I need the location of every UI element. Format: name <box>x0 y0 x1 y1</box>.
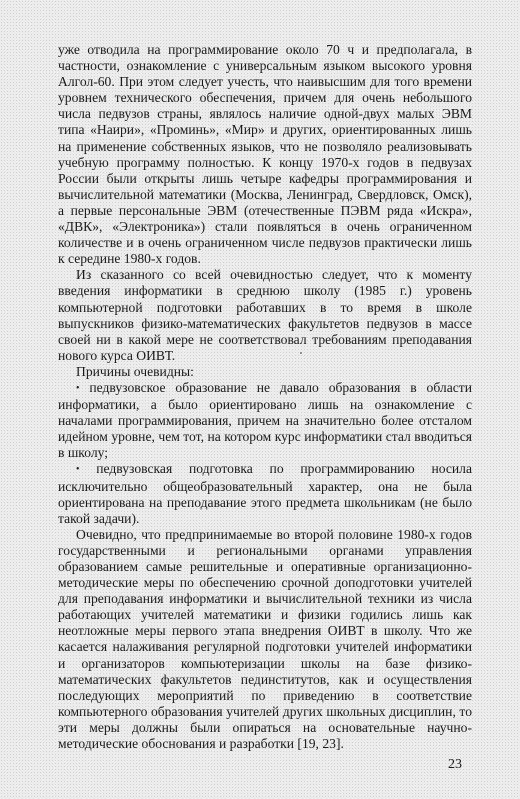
page-body <box>58 42 472 752</box>
bullet-text-1: педвузовское образование не давало образования в области информатики, а было ориентировано лишь на ознакомление с началами программирования, причем на значительно более отсталом идейном уровне, чем тот, на котором курс информатики стал вводиться в школу; <box>58 379 473 461</box>
paragraph-4: Очевидно, что предпринимаемые во второй половине 1980-х годов государственными и региональными органами управления образованием самые решительные и оперативные организационно-методические меры по обеспечению срочной доподготовки учителей для преподавания информатики и вычислительной техники из числа работающих учителей математики и физики годились лишь как неотложные меры первого этапа внедрения ОИВТ в школу. Что же касается налаживания регулярной подготовки учителей информатики и организаторов компьютеризации школы на базе физико-математических факультетов пединститутов, как и осуществления последующих мероприятий по приведению в соответствие компьютерного образования учителей других школьных дисциплин, то эти меры должны были опираться на основательные научно-методические обоснования и разработки [19, 23]. <box>58 526 472 752</box>
bullet-item-1 <box>58 380 472 461</box>
bullet-item-2 <box>58 461 472 526</box>
page-number: 23 <box>448 757 462 772</box>
paragraph-1: уже отводила на программирование около 70 ч и предполагала, в частности, ознакомление с универсальным языком высокого уровня Алгол-60. При этом следует учесть, что наивысшим для того времени уровнем технического обеспечения, причем для очень небольшого числа педвузов страны, являлось наличие одной-двух малых ЭВМ типа «Наири», «Проминь», «Мир» и других, ориентированных лишь на применение собственных языков, что не позволяло реализовывать учебную программу полностью. К концу 1970-х годов в педвузах России были открыты лишь четыре кафедры программирования и вычислительной математики (Москва, Ленинград, Свердловск, Омск), а первые персональные ЭВМ (отечественные ПЭВМ ряда «Искра», «ДВК», «Электроника») стали появляться в очень ограниченном количестве и в очень ограниченном числе педвузов практически лишь к середине 1980-х годов. <box>58 42 472 267</box>
bullet-text-2: педвузовская подготовка по программированию носила исключительно общеобразовательный характер, она не была ориентирована на преподавание этого предмета школьникам (не было такой задачи). <box>58 461 472 526</box>
bullet-icon: • <box>76 382 80 394</box>
scan-artifact-dot <box>300 352 302 354</box>
paragraph-3: Причины очевидны: <box>76 363 194 379</box>
bullet-icon: • <box>76 464 80 476</box>
paragraph-2: Из сказанного со всей очевидностью следует, что к моменту введения информатики в среднюю школу (1985 г.) уровень компьютерной подготовки работавших в то время в школе выпускников физико-математических факультетов педвузов в массе своей ни в какой мере не соответствовал требованиям преподавания нового курса ОИВТ. <box>58 267 472 363</box>
